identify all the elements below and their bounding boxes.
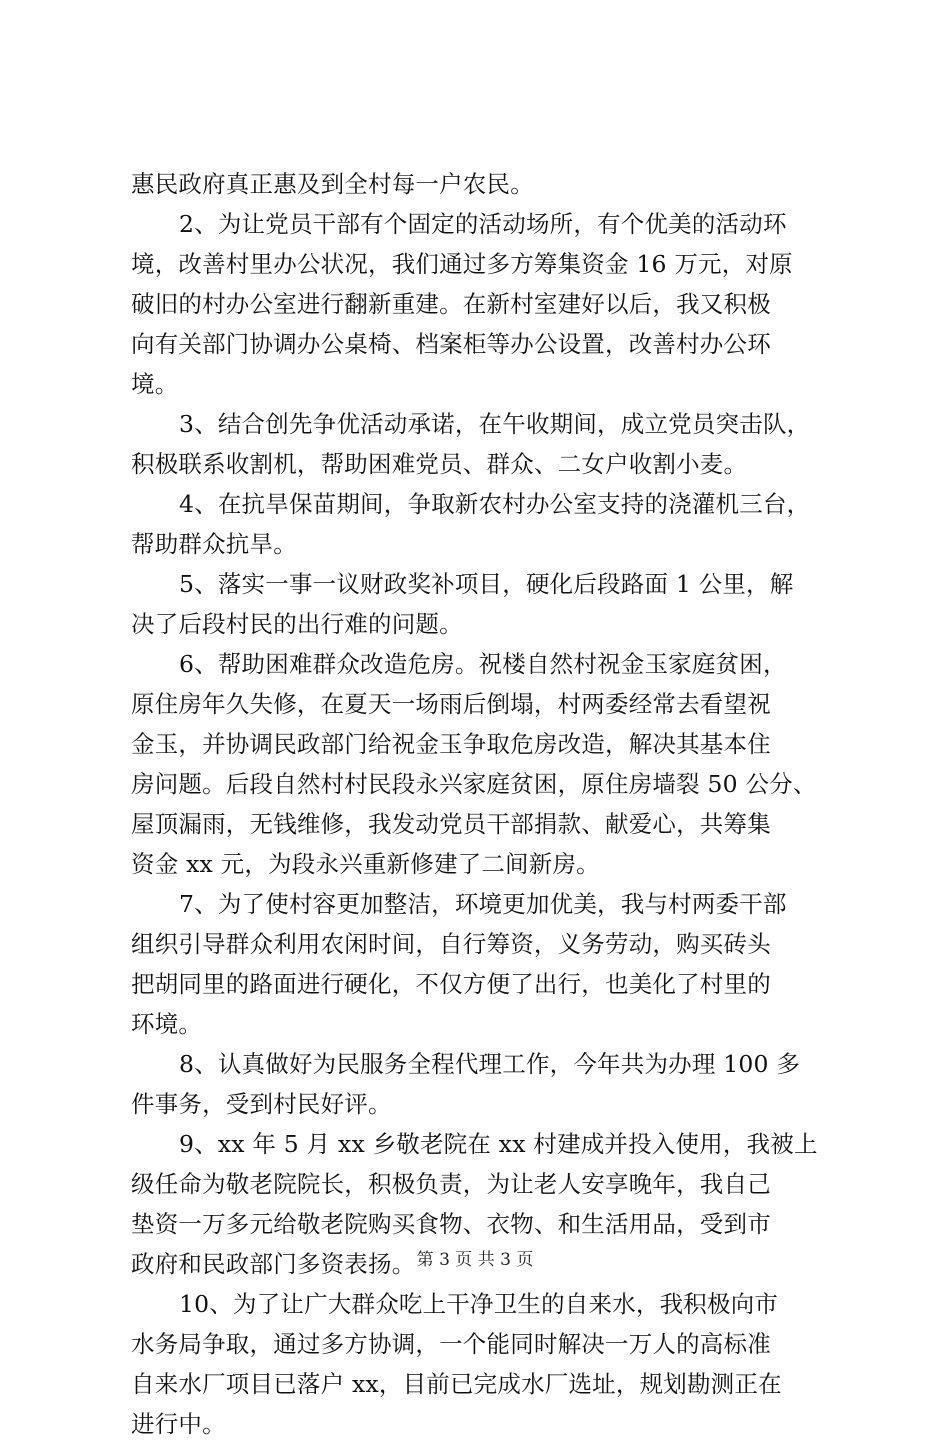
text-line: 把胡同里的路面进行硬化，不仅方便了出行，也美化了村里的 [131, 970, 771, 998]
text-line: 房问题。后段自然村村民段永兴家庭贫困，原住房墙裂 50 公分、 [131, 770, 817, 798]
text-line: 帮助群众抗旱。 [131, 530, 297, 558]
text-line: 9、xx 年 5 月 xx 乡敬老院在 xx 村建成并投入使用，我被上 [179, 1130, 818, 1158]
text-line: 2、为让党员干部有个固定的活动场所，有个优美的活动环 [179, 210, 787, 238]
text-line: 向有关部门协调办公桌椅、档案柜等办公设置，改善村办公环 [131, 330, 771, 358]
text-line: 6、帮助困难群众改造危房。祝楼自然村祝金玉家庭贫困， [179, 650, 787, 678]
text-line: 5、落实一事一议财政奖补项目，硬化后段路面 1 公里，解 [179, 570, 794, 598]
text-line: 破旧的村办公室进行翻新重建。在新村室建好以后，我又积极 [131, 290, 771, 318]
text-line: 屋顶漏雨，无钱维修，我发动党员干部捐款、献爱心，共筹集 [131, 810, 771, 838]
text-line: 8、认真做好为民服务全程代理工作，今年共为办理 100 多 [179, 1050, 801, 1078]
text-line: 自来水厂项目已落户 xx，目前已完成水厂选址，规划勘测正在 [131, 1370, 782, 1398]
text-line: 垫资一万多元给敬老院购买食物、衣物、和生活用品，受到市 [131, 1210, 771, 1238]
text-line: 原住房年久失修，在夏天一场雨后倒塌，村两委经常去看望祝 [131, 690, 771, 718]
text-line: 境，改善村里办公状况，我们通过多方筹集资金 16 万元，对原 [131, 250, 793, 278]
text-line: 资金 xx 元，为段永兴重新修建了二间新房。 [131, 850, 600, 878]
text-line: 组织引导群众利用农闲时间，自行筹资，义务劳动，购买砖头 [131, 930, 771, 958]
text-line: 级任命为敬老院院长，积极负责，为让老人安享晚年，我自己 [131, 1170, 771, 1198]
text-line: 7、为了使村容更加整洁，环境更加优美，我与村两委干部 [179, 890, 787, 918]
text-line: 4、在抗旱保苗期间，争取新农村办公室支持的浇灌机三台， [179, 490, 811, 518]
text-line: 决了后段村民的出行难的问题。 [131, 610, 463, 638]
text-line: 10、为了让广大群众吃上干净卫生的自来水，我积极向市 [179, 1290, 779, 1318]
text-line: 环境。 [131, 1010, 203, 1038]
text-line: 政府和民政部门多资表扬。 [131, 1250, 416, 1278]
text-line: 件事务，受到村民好评。 [131, 1090, 392, 1118]
text-line: 境。 [131, 370, 179, 398]
text-line: 水务局争取，通过多方协调，一个能同时解决一万人的高标准 [131, 1330, 771, 1358]
text-line: 惠民政府真正惠及到全村每一户农民。 [131, 170, 534, 198]
text-line: 3、结合创先争优活动承诺，在午收期间，成立党员突击队， [179, 410, 811, 438]
text-line: 金玉，并协调民政部门给祝金玉争取危房改造，解决其基本住 [131, 730, 771, 758]
page-footer: 第 3 页 共 3 页 [416, 1250, 534, 1270]
text-line: 积极联系收割机，帮助困难党员、群众、二女户收割小麦。 [131, 450, 748, 478]
text-line: 进行中。 [131, 1410, 226, 1438]
